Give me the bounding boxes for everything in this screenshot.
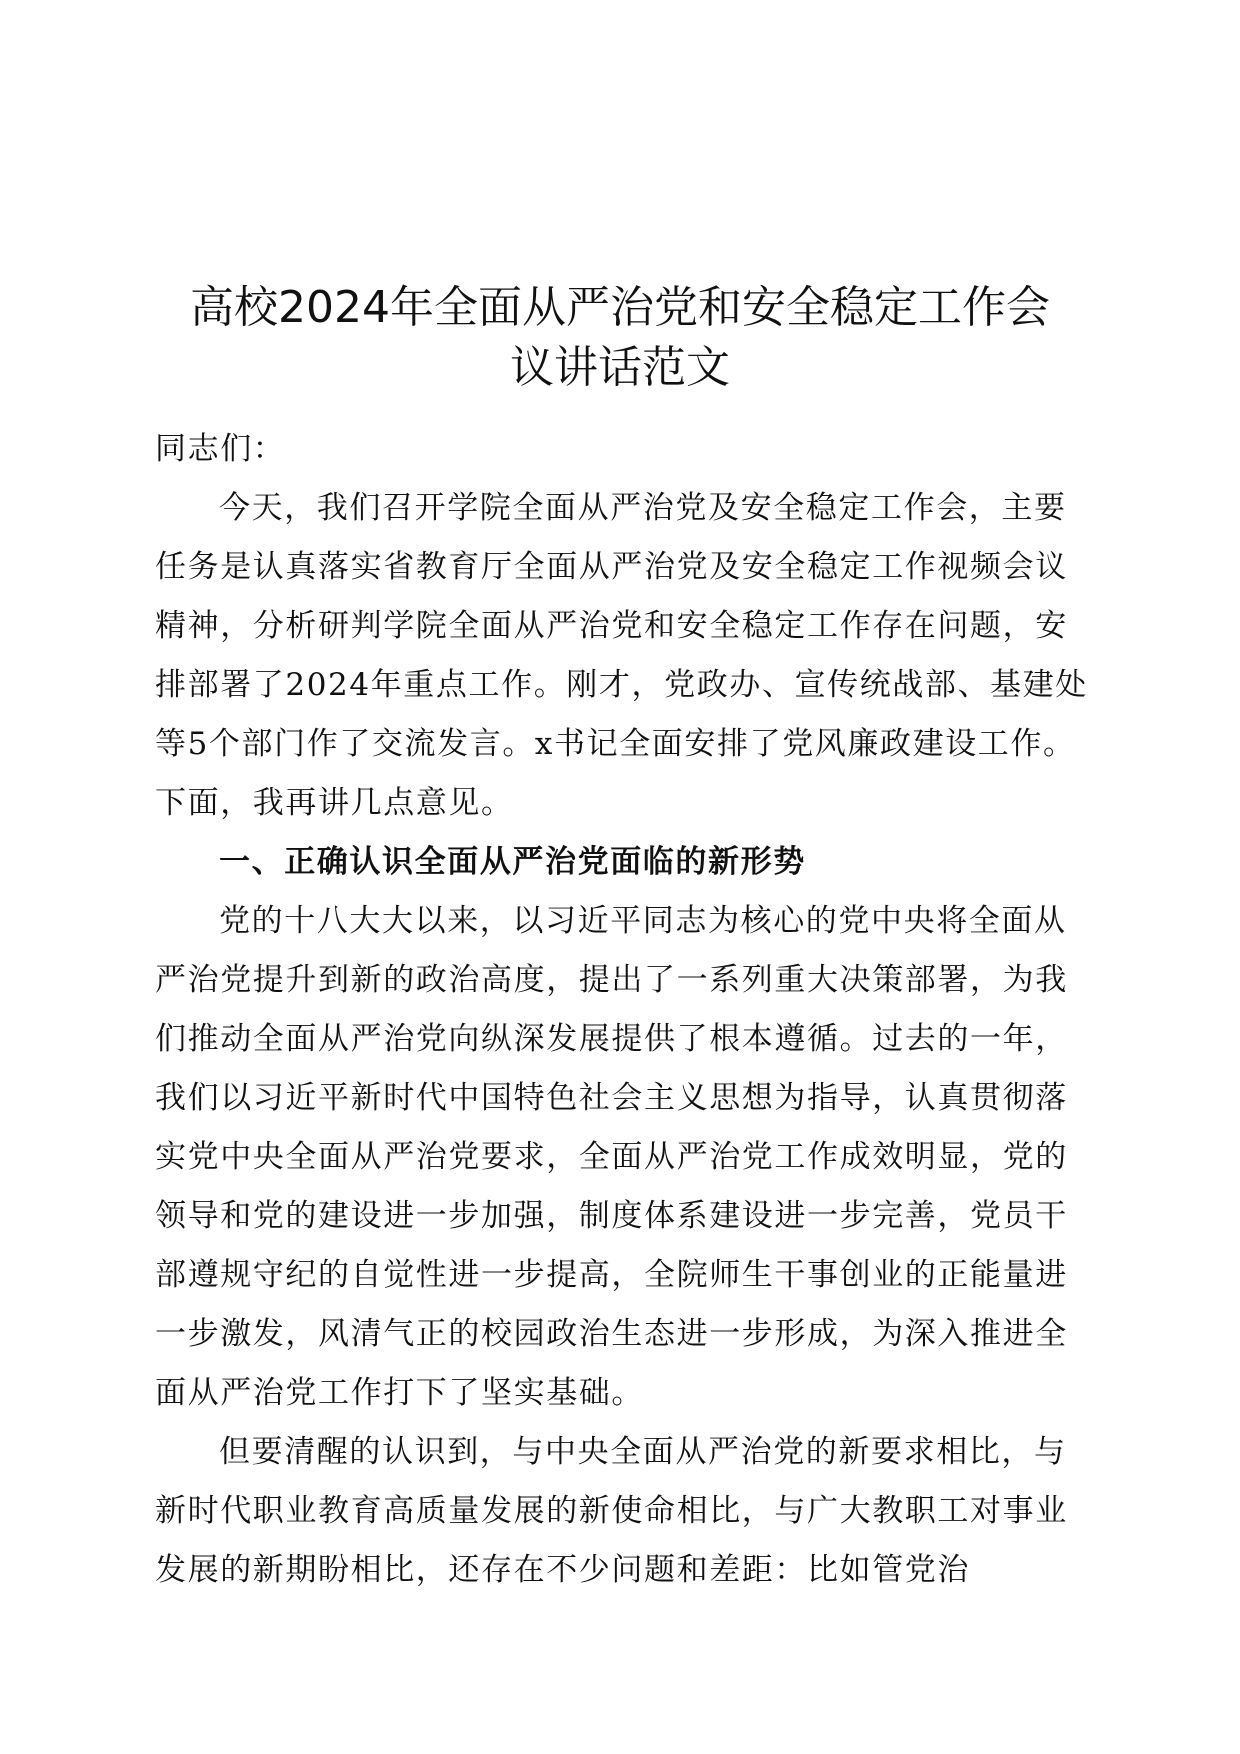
paragraph-situation: 党的十八大大以来，以习近平同志为核心的党中央将全面从严治党提升到新的政治高度，提出了一系列重大决策部署，为我们推动全面从严治党向纵深发展提供了根本遵循。过去的一年，我们以习近平新时代中国特色社会主义思想为指导，认真贯彻落实党中央全面从严治党要求，全面从严治党工作成效明显，党的领导和党的建设进一步加强，制度体系建设进一步完善，党员干部遵规守纪的自觉性进一步提高，全院师生干事创业的正能量进一步激发，风清气正的校园政治生态进一步形成，为深入推进全面从严治党工作打下了坚实基础。 — [155, 903, 1068, 1411]
paragraph-gaps: 但要清醒的认识到，与中央全面从严治党的新要求相比，与新时代职业教育高质量发展的新使命相比，与广大教职工对事业发展的新期盼相比，还存在不少问题和差距：比如管党治 — [155, 1434, 1068, 1588]
title-line-1: 高校2024年全面从严治党和安全稳定工作会 — [190, 282, 1050, 333]
greeting: 同志们： — [155, 431, 286, 467]
section-heading-1: 一、正确认识全面从严治党面临的新形势 — [219, 844, 806, 880]
paragraph-opening: 今天，我们召开学院全面从严治党及安全稳定工作会，主要任务是认真落实省教育厅全面从严治党及安全稳定工作视频会议精神，分析研判学院全面从严治党和安全稳定工作存在问题，安排部署了2024年重点工作。刚才，党政办、宣传统战部、基建处等5个部门作了交流发言。x书记全面安排了党风廉政建设工作。下面，我再讲几点意见。 — [155, 490, 1088, 821]
document-title — [140, 278, 1100, 398]
title-line-2: 议讲话范文 — [510, 342, 730, 393]
